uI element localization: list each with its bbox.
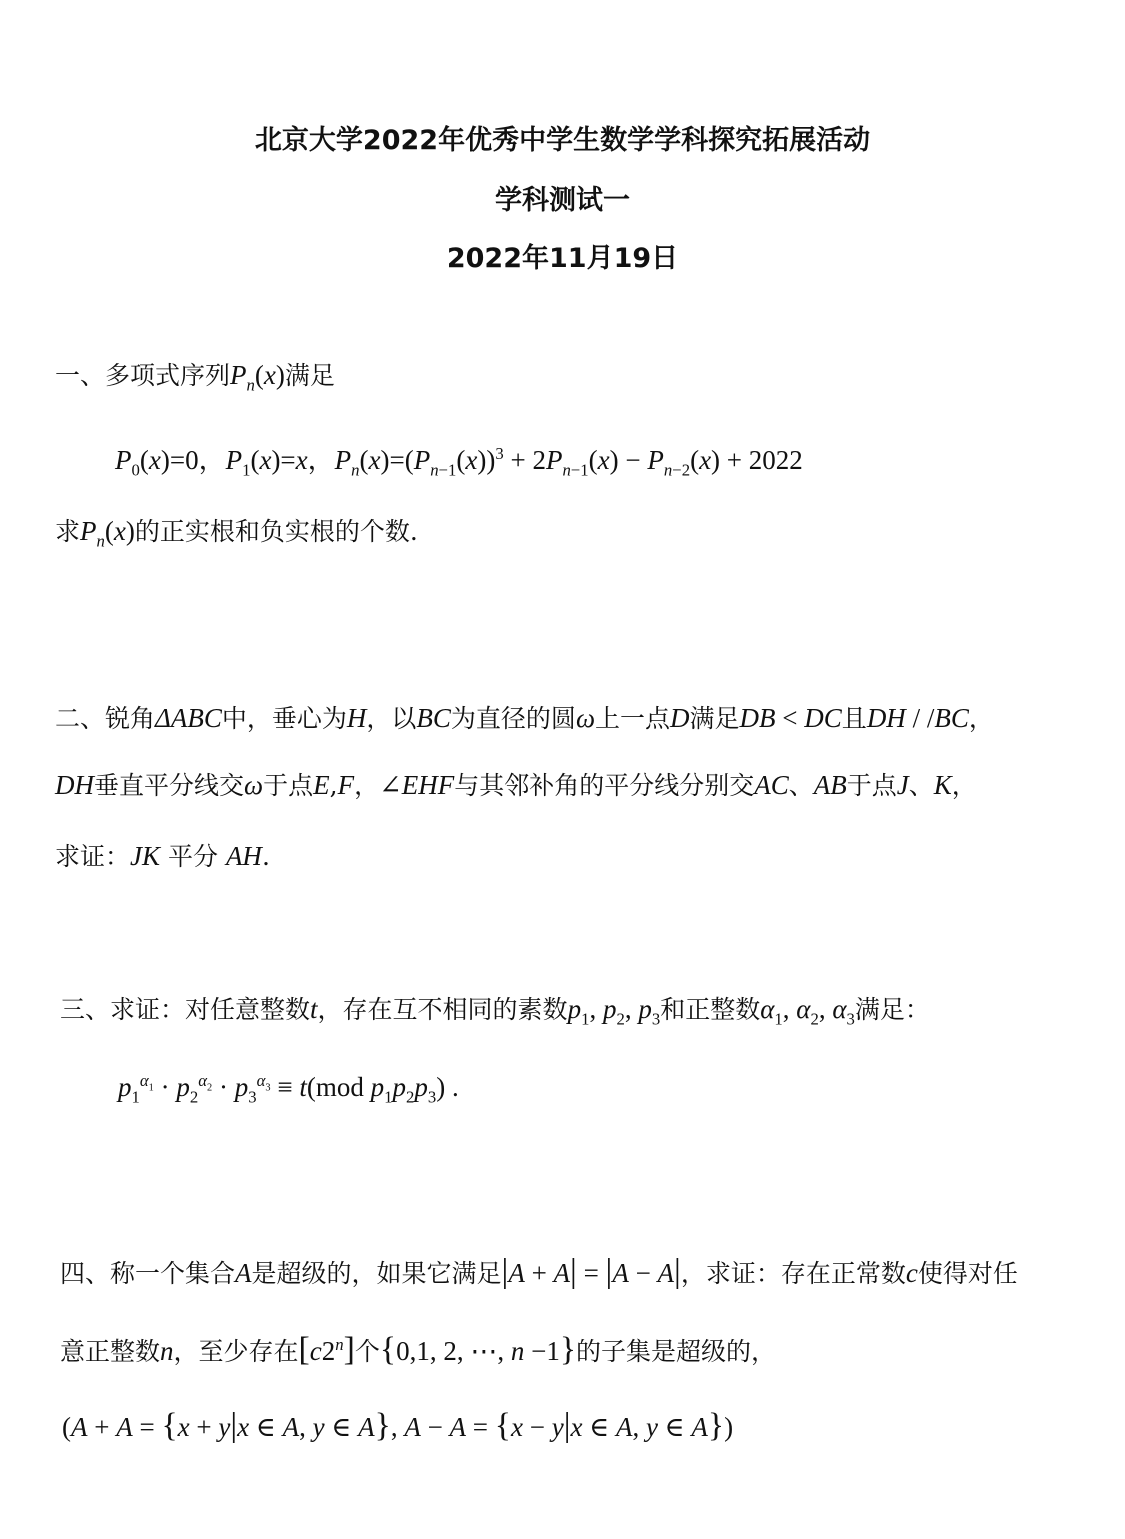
problem-2-line-2: DH垂直平分线交ω于点E,F，∠EHF与其邻补角的平分线分别交AC、AB于点J、K， <box>55 770 977 800</box>
problem-3-congruence: $p_1^{\alpha_1} \cdot p_2^{\alpha_2} \cdot p_3^{\alpha_3} \equiv t(mod$ $p_1p_2p_3$) . <box>118 1071 459 1107</box>
problem-4-line-1: 四、称一个集合A是超级的，如果它满足|A + A| = |A − A|，求证：存在正常数c使得对任 <box>60 1253 1018 1290</box>
problem-3-label: 三、 <box>60 995 111 1024</box>
formula-pn-ask: $P_n(x)$ <box>80 516 135 551</box>
problem-1-recurrence: $P_0(x)=0$，$P_1(x)=x$，$P_n(x)=(P_{n-1}(x))^3 + 2P_{n-1}(x) - P_{n-2}(x) + 2022$ <box>115 444 803 480</box>
page-title: 北京大学2022年优秀中学生数学学科探究拓展活动 <box>254 125 871 156</box>
problem-4-definitions: (A + A = {x + y|x ∈ A, y ∈ A}, A − A = {x − y|x ∈ A, y ∈ A}) <box>62 1407 734 1444</box>
problem-1-intro: 一、多项式序列$P_n(x)$满足 <box>55 360 335 395</box>
exam-date: 2022年11月19日 <box>446 243 679 274</box>
problem-1-question: 求$P_n(x)$的正实根和负实根的个数. <box>55 516 418 551</box>
problem-4-line-2: 意正整数n，至少存在[c2$^n$]个{0,1, 2, ⋯, n −1}的子集是超级的， <box>60 1331 777 1368</box>
problem-2-label: 二、 <box>55 704 106 733</box>
formula-pn: $P_n(x)$ <box>230 360 285 395</box>
problem-3-line-1: 三、求证：对任意整数t，存在互不相同的素数$p_1$, $p_2$, $p_3$和正整数$\alpha_1$, $\alpha_2$, $\alpha_3$满足： <box>60 994 930 1029</box>
problem-1-label: 一、 <box>55 361 106 390</box>
problem-2-line-3: 求证：JK 平分 AH. <box>55 841 270 871</box>
page-subtitle: 学科测试一 <box>495 185 630 216</box>
problem-4-label: 四、 <box>60 1259 111 1288</box>
problem-2-line-1: 二、锐角ΔABC中，垂心为H，以BC为直径的圆ω上一点D满足DB < DC且DH / /BC， <box>55 703 994 733</box>
